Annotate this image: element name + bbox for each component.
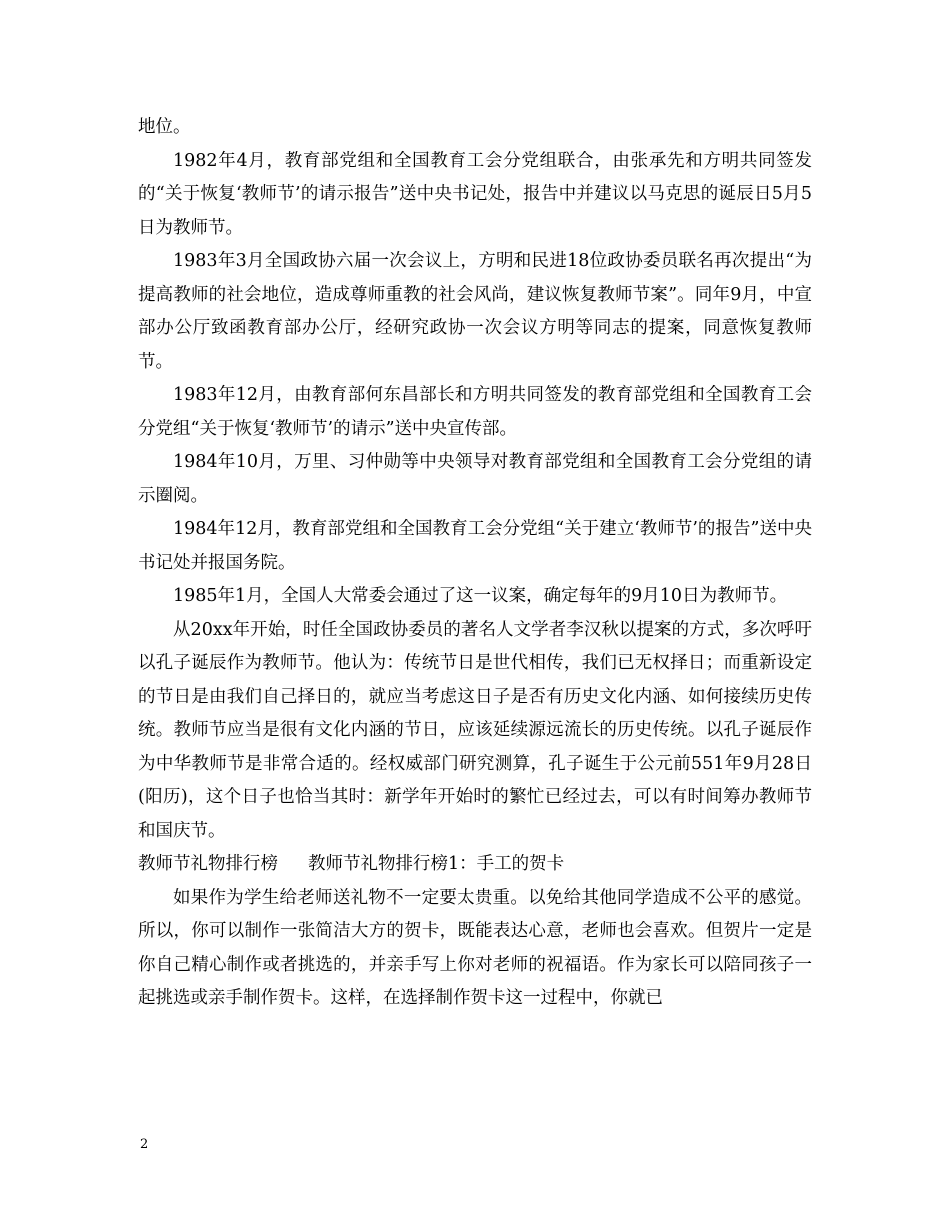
- item-heading: 教师节礼物排行榜1：手工的贺卡: [308, 854, 565, 874]
- paragraph: 地位。: [138, 117, 191, 137]
- paragraph: 如果作为学生给老师送礼物不一定要太贵重。以免给其他同学造成不公平的感觉。所以，你可以制作一张简洁大方的贺卡，既能表达心意，老师也会喜欢。但贺片一定是你自己精心制作或者挑选的，并亲手写上你对老师的祝福语。作为家长可以陪同孩子一起挑选或亲手制作贺卡。这样，在选择制作贺卡这一过程中，你就已: [138, 887, 812, 1008]
- section-heading: 教师节礼物排行榜: [138, 854, 278, 874]
- paragraph: 1983年12月，由教育部何东昌部长和方明共同签发的教育部党组和全国教育工会分党组“关于恢复‘教师节’的请示”送中央宣传部。: [138, 385, 812, 439]
- paragraph: 1983年3月全国政协六届一次会议上，方明和民进18位政协委员联名再次提出“为提高教师的社会地位，造成尊师重教的社会风尚，建议恢复教师节案”。同年9月，中宣部办公厅致函教育部办公厅，经研究政协一次会议方明等同志的提案，同意恢复教师节。: [138, 251, 812, 372]
- document-body: [138, 111, 812, 1016]
- paragraph: 1984年10月，万里、习仲勋等中央领导对教育部党组和全国教育工会分党组的请示圈阅。: [138, 452, 812, 506]
- paragraph: 1984年12月，教育部党组和全国教育工会分党组“关于建立‘教师节’的报告”送中央书记处并报国务院。: [138, 519, 812, 573]
- section-heading-line: [138, 848, 812, 882]
- page-number: 2: [140, 1137, 149, 1152]
- paragraph: 1982年4月，教育部党组和全国教育工会分党组联合，由张承先和方明共同签发的“关于恢复‘教师节’的请示报告”送中央书记处，报告中并建议以马克思的诞辰日5月5日为教师节。: [138, 150, 812, 238]
- paragraph: 从20xx年开始，时任全国政协委员的著名人文学者李汉秋以提案的方式，多次呼吁以孔子诞辰作为教师节。他认为：传统节日是世代相传，我们已无权择日；而重新设定的节日是由我们自己择日的，就应当考虑这日子是否有历史文化内涵、如何接续历史传统。教师节应当是很有文化内涵的节日，应该延续源远流长的历史传统。以孔子诞辰作为中华教师节是非常合适的。经权威部门研究测算，孔子诞生于公元前551年9月28日(阳历)，这个日子也恰当其时：新学年开始时的繁忙已经过去，可以有时间筹办教师节和国庆节。: [138, 619, 812, 841]
- paragraph: 1985年1月，全国人大常委会通过了这一议案，确定每年的9月10日为教师节。: [173, 586, 788, 606]
